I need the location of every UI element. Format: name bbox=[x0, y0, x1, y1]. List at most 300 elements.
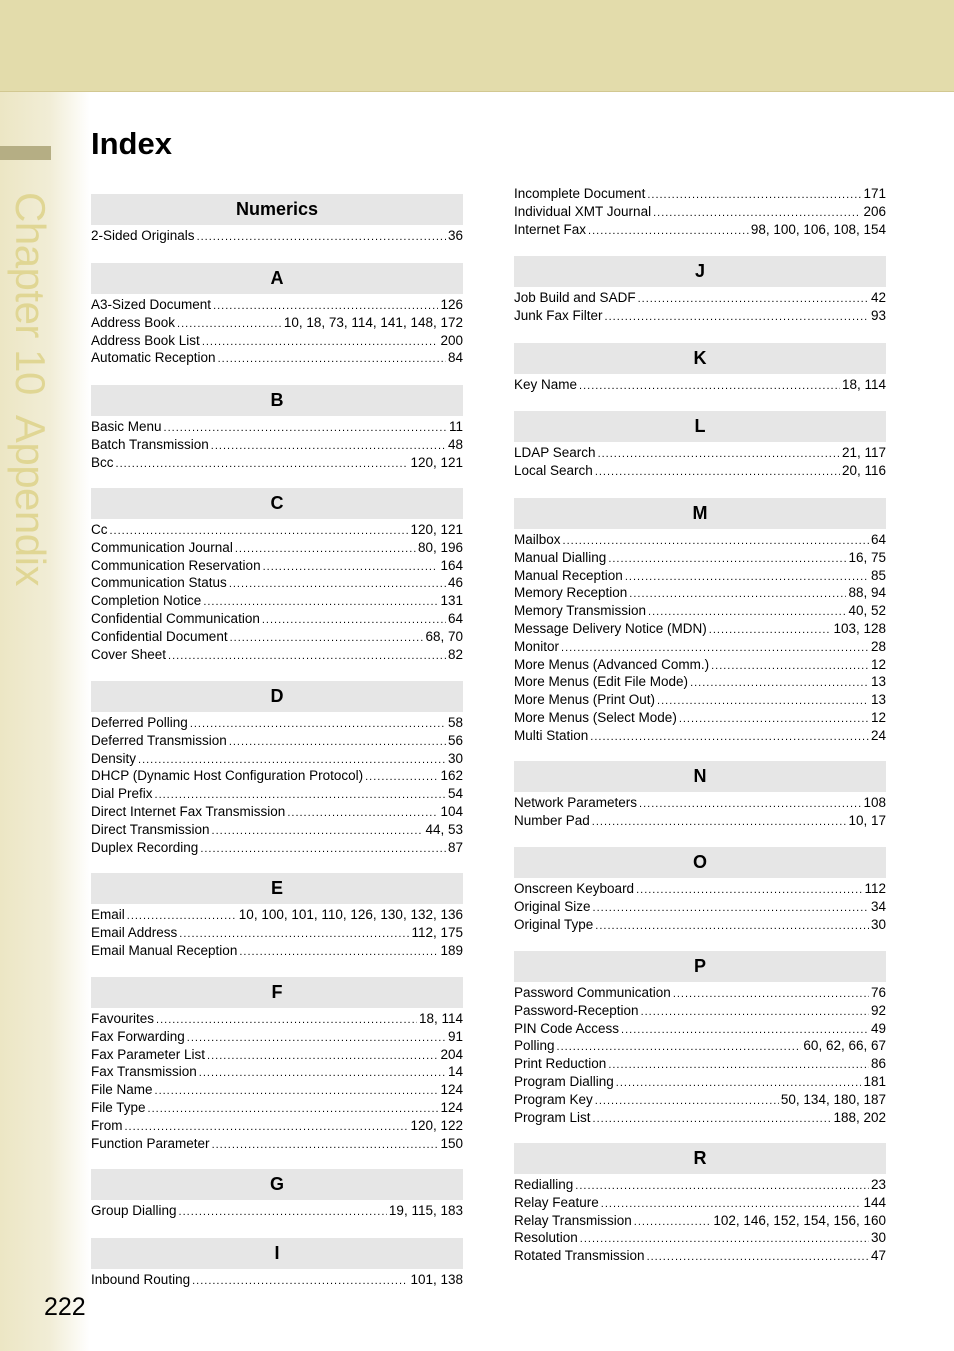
dot-leader bbox=[711, 660, 869, 672]
dot-leader bbox=[593, 902, 869, 914]
index-entry bbox=[514, 710, 886, 728]
dot-leader bbox=[625, 571, 869, 583]
index-entry bbox=[514, 639, 886, 657]
index-entry bbox=[91, 1011, 463, 1029]
page-title: Index bbox=[91, 126, 172, 161]
index-entry-term: Direct Transmission bbox=[91, 821, 210, 837]
dot-leader bbox=[673, 988, 869, 1000]
dot-leader bbox=[192, 1275, 408, 1287]
index-entry-term: Confidential Communication bbox=[91, 610, 260, 626]
dot-leader bbox=[212, 825, 424, 837]
index-entry-pages: 24 bbox=[870, 727, 886, 743]
index-entry-pages: 10, 18, 73, 114, 141, 148, 172 bbox=[283, 314, 463, 330]
index-entry bbox=[514, 550, 886, 568]
index-entry-pages: 93 bbox=[870, 307, 886, 323]
index-entry-pages: 98, 100, 106, 108, 154 bbox=[750, 221, 886, 237]
index-entry-term: Cover Sheet bbox=[91, 646, 167, 662]
index-entry-term: More Menus (Select Mode) bbox=[514, 709, 677, 725]
index-entry-pages: 10, 17 bbox=[848, 812, 886, 828]
index-entry bbox=[91, 1029, 463, 1047]
index-entry bbox=[91, 1203, 463, 1221]
index-section bbox=[514, 343, 886, 395]
index-entry bbox=[514, 674, 886, 692]
index-entry-pages: 120, 121 bbox=[410, 454, 463, 470]
index-entry-pages: 204 bbox=[440, 1046, 463, 1062]
index-entry-term: Resolution bbox=[514, 1230, 578, 1246]
dot-leader bbox=[156, 1014, 417, 1026]
section-entry-list bbox=[514, 878, 886, 934]
index-entry-pages: 54 bbox=[447, 786, 463, 802]
dot-leader bbox=[218, 353, 446, 365]
dot-leader bbox=[605, 311, 869, 323]
index-entry-pages: 102, 146, 152, 154, 156, 160 bbox=[713, 1212, 886, 1228]
index-entry bbox=[91, 558, 463, 576]
index-entry-term: Communication Journal bbox=[91, 539, 233, 555]
index-entry-term: Number Pad bbox=[514, 812, 590, 828]
dot-leader bbox=[116, 458, 409, 470]
index-entry bbox=[514, 1110, 886, 1128]
dot-leader bbox=[187, 1032, 446, 1044]
index-entry-term: Confidential Document bbox=[91, 628, 228, 644]
index-entry-pages: 126 bbox=[440, 297, 463, 312]
index-section bbox=[514, 256, 886, 326]
index-entry bbox=[91, 840, 463, 858]
dot-leader bbox=[148, 1103, 439, 1115]
dot-leader bbox=[138, 754, 446, 766]
index-entry-pages: 162 bbox=[440, 768, 463, 784]
section-entry-list bbox=[91, 294, 463, 368]
index-entry bbox=[91, 315, 463, 333]
dot-leader bbox=[563, 535, 869, 547]
index-entry-term: Group Dialling bbox=[91, 1203, 177, 1218]
index-entry-pages: 188, 202 bbox=[833, 1109, 886, 1125]
index-entry bbox=[91, 629, 463, 647]
dot-leader bbox=[179, 928, 409, 940]
index-entry bbox=[91, 1064, 463, 1082]
index-entry-term: Program List bbox=[514, 1109, 591, 1125]
chapter-label: Chapter 10 Appendix bbox=[7, 192, 54, 586]
index-entry-term: Memory Reception bbox=[514, 585, 628, 601]
index-entry bbox=[91, 768, 463, 786]
index-entry bbox=[514, 532, 886, 550]
index-entry-pages: 85 bbox=[870, 567, 886, 583]
index-entry-term: Direct Internet Fax Transmission bbox=[91, 803, 286, 819]
index-entry bbox=[514, 1056, 886, 1074]
dot-leader bbox=[621, 1024, 869, 1036]
index-entry-pages: 124 bbox=[440, 1099, 463, 1115]
dot-leader bbox=[164, 422, 447, 434]
top-header-band bbox=[0, 0, 954, 92]
index-entry-term: Original Type bbox=[514, 916, 594, 932]
section-header: J bbox=[514, 256, 886, 287]
index-entry-term: Fax Forwarding bbox=[91, 1028, 185, 1044]
index-entry bbox=[91, 455, 463, 473]
dot-leader bbox=[657, 695, 869, 707]
index-entry-term: Junk Fax Filter bbox=[514, 307, 603, 323]
dot-leader bbox=[155, 789, 446, 801]
index-entry-pages: 12 bbox=[870, 709, 886, 725]
dot-leader bbox=[636, 884, 862, 896]
dot-leader bbox=[616, 1077, 862, 1089]
dot-leader bbox=[592, 816, 847, 828]
index-entry-term: Fax Parameter List bbox=[91, 1046, 206, 1062]
index-entry bbox=[514, 1177, 886, 1195]
index-entry bbox=[514, 445, 886, 463]
section-entry-list bbox=[91, 1200, 463, 1221]
index-entry-pages: 40, 52 bbox=[848, 603, 886, 619]
index-entry-term: Completion Notice bbox=[91, 593, 202, 609]
dot-leader bbox=[593, 1113, 832, 1125]
dot-leader bbox=[263, 561, 439, 573]
index-entry-pages: 112, 175 bbox=[411, 924, 463, 940]
index-entry-pages: 42 bbox=[870, 290, 886, 305]
section-entry-list bbox=[91, 225, 463, 246]
index-entry-pages: 181 bbox=[863, 1073, 886, 1089]
index-entry-term: More Menus (Edit File Mode) bbox=[514, 674, 689, 690]
index-entry-pages: 64 bbox=[870, 532, 886, 547]
section-entry-list bbox=[514, 186, 886, 239]
index-entry-term: Password-Reception bbox=[514, 1002, 639, 1018]
index-entry bbox=[514, 308, 886, 326]
index-entry-pages: 144 bbox=[863, 1194, 886, 1210]
index-entry-term: Address Book List bbox=[91, 332, 200, 348]
index-entry-term: Deferred Polling bbox=[91, 715, 188, 730]
index-entry-term: Job Build and SADF bbox=[514, 290, 636, 305]
index-entry bbox=[514, 377, 886, 395]
index-entry-term: Internet Fax bbox=[514, 221, 587, 237]
section-header: B bbox=[91, 385, 463, 416]
index-entry-pages: 14 bbox=[447, 1064, 463, 1080]
index-entry bbox=[91, 715, 463, 733]
index-entry-pages: 11 bbox=[448, 419, 463, 434]
dot-leader bbox=[639, 798, 861, 810]
index-entry-term: Density bbox=[91, 750, 137, 766]
dot-leader bbox=[127, 910, 237, 922]
index-entry bbox=[514, 985, 886, 1003]
section-header: G bbox=[91, 1169, 463, 1200]
index-entry bbox=[514, 222, 886, 240]
section-entry-list bbox=[91, 1008, 463, 1153]
index-entry-term: Network Parameters bbox=[514, 795, 638, 810]
index-entry bbox=[514, 1092, 886, 1110]
index-entry bbox=[91, 1118, 463, 1136]
index-entry bbox=[514, 186, 886, 204]
index-entry bbox=[514, 1003, 886, 1021]
index-entry-term: Address Book bbox=[91, 314, 176, 330]
dot-leader bbox=[168, 650, 446, 662]
index-entry bbox=[514, 1213, 886, 1231]
index-entry bbox=[91, 647, 463, 665]
index-entry bbox=[514, 1195, 886, 1213]
dot-leader bbox=[580, 1233, 869, 1245]
index-entry-pages: 30 bbox=[870, 1230, 886, 1246]
index-entry-term: Email Manual Reception bbox=[91, 942, 238, 958]
index-entry-pages: 18, 114 bbox=[418, 1011, 463, 1026]
index-section bbox=[91, 681, 463, 857]
index-section bbox=[514, 498, 886, 746]
dot-leader bbox=[213, 300, 438, 312]
index-entry-term: Polling bbox=[514, 1038, 555, 1054]
index-entry-term: Rotated Transmission bbox=[514, 1248, 645, 1264]
index-entry-term: Manual Dialling bbox=[514, 549, 607, 565]
index-entry-term: LDAP Search bbox=[514, 445, 596, 460]
dot-leader bbox=[690, 677, 869, 689]
index-entry-pages: 120, 121 bbox=[410, 522, 463, 537]
section-header: D bbox=[91, 681, 463, 712]
index-entry-pages: 80, 196 bbox=[417, 539, 463, 555]
index-entry-pages: 20, 116 bbox=[841, 462, 886, 478]
index-entry-term: Program Dialling bbox=[514, 1073, 614, 1089]
index-entry-term: Memory Transmission bbox=[514, 603, 647, 619]
section-entry-list bbox=[91, 519, 463, 664]
index-entry-pages: 164 bbox=[440, 557, 463, 573]
index-entry-term: Onscreen Keyboard bbox=[514, 881, 635, 896]
index-entry-pages: 76 bbox=[870, 985, 886, 1000]
index-entry-pages: 206 bbox=[863, 203, 886, 219]
index-entry bbox=[514, 1038, 886, 1056]
index-entry-term: Relay Feature bbox=[514, 1194, 599, 1210]
index-entry-term: Communication Reservation bbox=[91, 557, 261, 573]
index-entry-term: Basic Menu bbox=[91, 419, 162, 434]
dot-leader bbox=[262, 614, 446, 626]
index-section bbox=[514, 951, 886, 1127]
page-number: 222 bbox=[44, 1293, 86, 1321]
index-entry-pages: 124 bbox=[440, 1082, 463, 1098]
index-entry-term: More Menus (Advanced Comm.) bbox=[514, 656, 710, 672]
index-entry-term: File Type bbox=[91, 1099, 146, 1115]
dot-leader bbox=[575, 1180, 869, 1192]
index-entry-pages: 47 bbox=[870, 1248, 886, 1264]
index-entry bbox=[91, 1272, 463, 1290]
dot-leader bbox=[561, 642, 869, 654]
index-entry bbox=[91, 575, 463, 593]
index-entry-pages: 91 bbox=[447, 1028, 463, 1044]
index-entry bbox=[514, 657, 886, 675]
dot-leader bbox=[202, 336, 439, 348]
section-entry-list bbox=[514, 982, 886, 1127]
chapter-tab-marker bbox=[0, 146, 51, 160]
index-entry-term: File Name bbox=[91, 1082, 153, 1098]
section-header: O bbox=[514, 847, 886, 878]
index-entry bbox=[91, 297, 463, 315]
index-entry-term: Multi Station bbox=[514, 727, 589, 743]
section-header: E bbox=[91, 873, 463, 904]
index-entry bbox=[91, 593, 463, 611]
dot-leader bbox=[598, 448, 840, 460]
index-entry bbox=[91, 804, 463, 822]
dot-leader bbox=[648, 606, 846, 618]
index-entry-pages: 86 bbox=[870, 1056, 886, 1072]
index-entry bbox=[514, 621, 886, 639]
section-entry-list bbox=[514, 374, 886, 395]
index-entry bbox=[91, 822, 463, 840]
index-entry-pages: 18, 114 bbox=[841, 377, 886, 392]
index-entry bbox=[91, 733, 463, 751]
index-entry bbox=[91, 540, 463, 558]
index-entry bbox=[514, 1230, 886, 1248]
dot-leader bbox=[709, 624, 832, 636]
index-section bbox=[91, 263, 463, 368]
dot-leader bbox=[212, 1139, 439, 1151]
index-entry-term: From bbox=[91, 1117, 123, 1133]
index-entry-term: Redialling bbox=[514, 1177, 574, 1192]
index-entry-term: Communication Status bbox=[91, 575, 227, 591]
index-entry bbox=[514, 603, 886, 621]
dot-leader bbox=[365, 771, 438, 783]
dot-leader bbox=[190, 718, 446, 730]
dot-leader bbox=[608, 1059, 869, 1071]
index-entry bbox=[91, 786, 463, 804]
dot-leader bbox=[629, 588, 846, 600]
index-entry-term: Cc bbox=[91, 522, 108, 537]
index-entry bbox=[91, 925, 463, 943]
index-entry bbox=[514, 692, 886, 710]
index-entry-pages: 46 bbox=[447, 575, 463, 591]
index-entry-term: Password Communication bbox=[514, 985, 671, 1000]
index-entry bbox=[514, 1021, 886, 1039]
section-entry-list bbox=[514, 529, 886, 746]
index-section bbox=[514, 1143, 886, 1266]
index-entry bbox=[91, 419, 463, 437]
index-section bbox=[91, 488, 463, 664]
index-entry-term: Message Delivery Notice (MDN) bbox=[514, 620, 707, 636]
index-section-continued bbox=[514, 186, 886, 239]
index-section bbox=[514, 761, 886, 831]
section-entry-list bbox=[91, 904, 463, 960]
section-header: C bbox=[91, 488, 463, 519]
section-header: R bbox=[514, 1143, 886, 1174]
index-section bbox=[91, 1238, 463, 1290]
section-entry-list bbox=[514, 792, 886, 831]
dot-leader bbox=[229, 736, 446, 748]
index-entry-term: Individual XMT Journal bbox=[514, 203, 652, 219]
index-entry bbox=[514, 917, 886, 935]
section-header: L bbox=[514, 411, 886, 442]
dot-leader bbox=[177, 318, 282, 330]
dot-leader bbox=[287, 807, 438, 819]
index-entry-pages: 68, 70 bbox=[425, 628, 463, 644]
section-header: F bbox=[91, 977, 463, 1008]
index-entry-term: Email bbox=[91, 907, 125, 922]
dot-leader bbox=[229, 578, 446, 590]
index-entry-pages: 58 bbox=[447, 715, 463, 730]
index-entry-term: Original Size bbox=[514, 898, 591, 914]
index-entry-term: Email Address bbox=[91, 924, 178, 940]
dot-leader bbox=[579, 380, 840, 392]
index-entry-pages: 84 bbox=[447, 350, 463, 366]
index-entry-term: Key Name bbox=[514, 377, 578, 392]
index-entry-term: Batch Transmission bbox=[91, 436, 209, 452]
dot-leader bbox=[595, 1095, 779, 1107]
index-entry-pages: 60, 62, 66, 67 bbox=[803, 1038, 886, 1054]
index-entry bbox=[514, 1074, 886, 1092]
index-entry-pages: 120, 122 bbox=[410, 1117, 463, 1133]
dot-leader bbox=[155, 1085, 439, 1097]
index-entry-pages: 28 bbox=[870, 638, 886, 654]
dot-leader bbox=[110, 525, 409, 537]
dot-leader bbox=[179, 1206, 387, 1218]
dot-leader bbox=[608, 553, 846, 565]
dot-leader bbox=[679, 713, 869, 725]
index-section bbox=[514, 847, 886, 934]
section-entry-list bbox=[514, 1174, 886, 1266]
index-entry-term: Monitor bbox=[514, 638, 560, 654]
index-entry-pages: 36 bbox=[447, 228, 463, 243]
dot-leader bbox=[647, 189, 861, 201]
dot-leader bbox=[647, 1251, 869, 1263]
index-entry-pages: 131 bbox=[440, 593, 463, 609]
index-entry-pages: 56 bbox=[447, 732, 463, 748]
index-entry bbox=[514, 813, 886, 831]
dot-leader bbox=[230, 632, 424, 644]
index-entry-pages: 30 bbox=[870, 916, 886, 932]
index-entry-term: Bcc bbox=[91, 454, 114, 470]
index-entry bbox=[91, 1047, 463, 1065]
dot-leader bbox=[595, 920, 869, 932]
index-entry-pages: 12 bbox=[870, 656, 886, 672]
index-entry-term: Mailbox bbox=[514, 532, 561, 547]
index-section bbox=[91, 977, 463, 1153]
index-entry-term: Relay Transmission bbox=[514, 1212, 632, 1228]
index-entry-term: Function Parameter bbox=[91, 1135, 210, 1151]
index-entry bbox=[91, 1082, 463, 1100]
index-entry bbox=[514, 463, 886, 481]
dot-leader bbox=[239, 946, 438, 958]
index-entry-pages: 10, 100, 101, 110, 126, 130, 132, 136 bbox=[238, 907, 463, 922]
index-entry bbox=[514, 204, 886, 222]
index-entry-pages: 21, 117 bbox=[841, 445, 886, 460]
index-section bbox=[514, 411, 886, 481]
index-entry bbox=[91, 907, 463, 925]
index-entry bbox=[514, 568, 886, 586]
index-entry-pages: 34 bbox=[870, 898, 886, 914]
index-entry-pages: 19, 115, 183 bbox=[388, 1203, 463, 1218]
section-entry-list bbox=[91, 1269, 463, 1290]
index-entry-pages: 48 bbox=[447, 436, 463, 452]
index-entry-pages: 16, 75 bbox=[848, 549, 886, 565]
index-entry-term: A3-Sized Document bbox=[91, 297, 212, 312]
section-header: A bbox=[91, 263, 463, 294]
index-entry-term: Incomplete Document bbox=[514, 186, 646, 201]
index-section bbox=[91, 873, 463, 960]
index-entry-pages: 200 bbox=[440, 332, 463, 348]
index-entry-term: Manual Reception bbox=[514, 567, 623, 583]
index-entry-pages: 101, 138 bbox=[410, 1272, 463, 1287]
section-header: P bbox=[514, 951, 886, 982]
section-entry-list bbox=[91, 712, 463, 857]
section-header: K bbox=[514, 343, 886, 374]
dot-leader bbox=[634, 1216, 712, 1228]
index-entry-pages: 150 bbox=[440, 1135, 463, 1151]
index-entry bbox=[514, 1248, 886, 1266]
index-entry bbox=[514, 728, 886, 746]
index-entry-pages: 92 bbox=[870, 1002, 886, 1018]
dot-leader bbox=[200, 843, 446, 855]
index-entry-pages: 103, 128 bbox=[833, 620, 886, 636]
dot-leader bbox=[125, 1121, 409, 1133]
index-entry-pages: 30 bbox=[447, 750, 463, 766]
section-header: N bbox=[514, 761, 886, 792]
index-entry-pages: 112 bbox=[864, 881, 886, 896]
section-header: M bbox=[514, 498, 886, 529]
section-entry-list bbox=[514, 442, 886, 481]
index-entry bbox=[91, 611, 463, 629]
section-header: Numerics bbox=[91, 194, 463, 225]
dot-leader bbox=[653, 207, 861, 219]
index-entry-term: 2-Sided Originals bbox=[91, 228, 195, 243]
index-entry-term: Duplex Recording bbox=[91, 839, 199, 855]
index-entry-pages: 44, 53 bbox=[425, 821, 463, 837]
